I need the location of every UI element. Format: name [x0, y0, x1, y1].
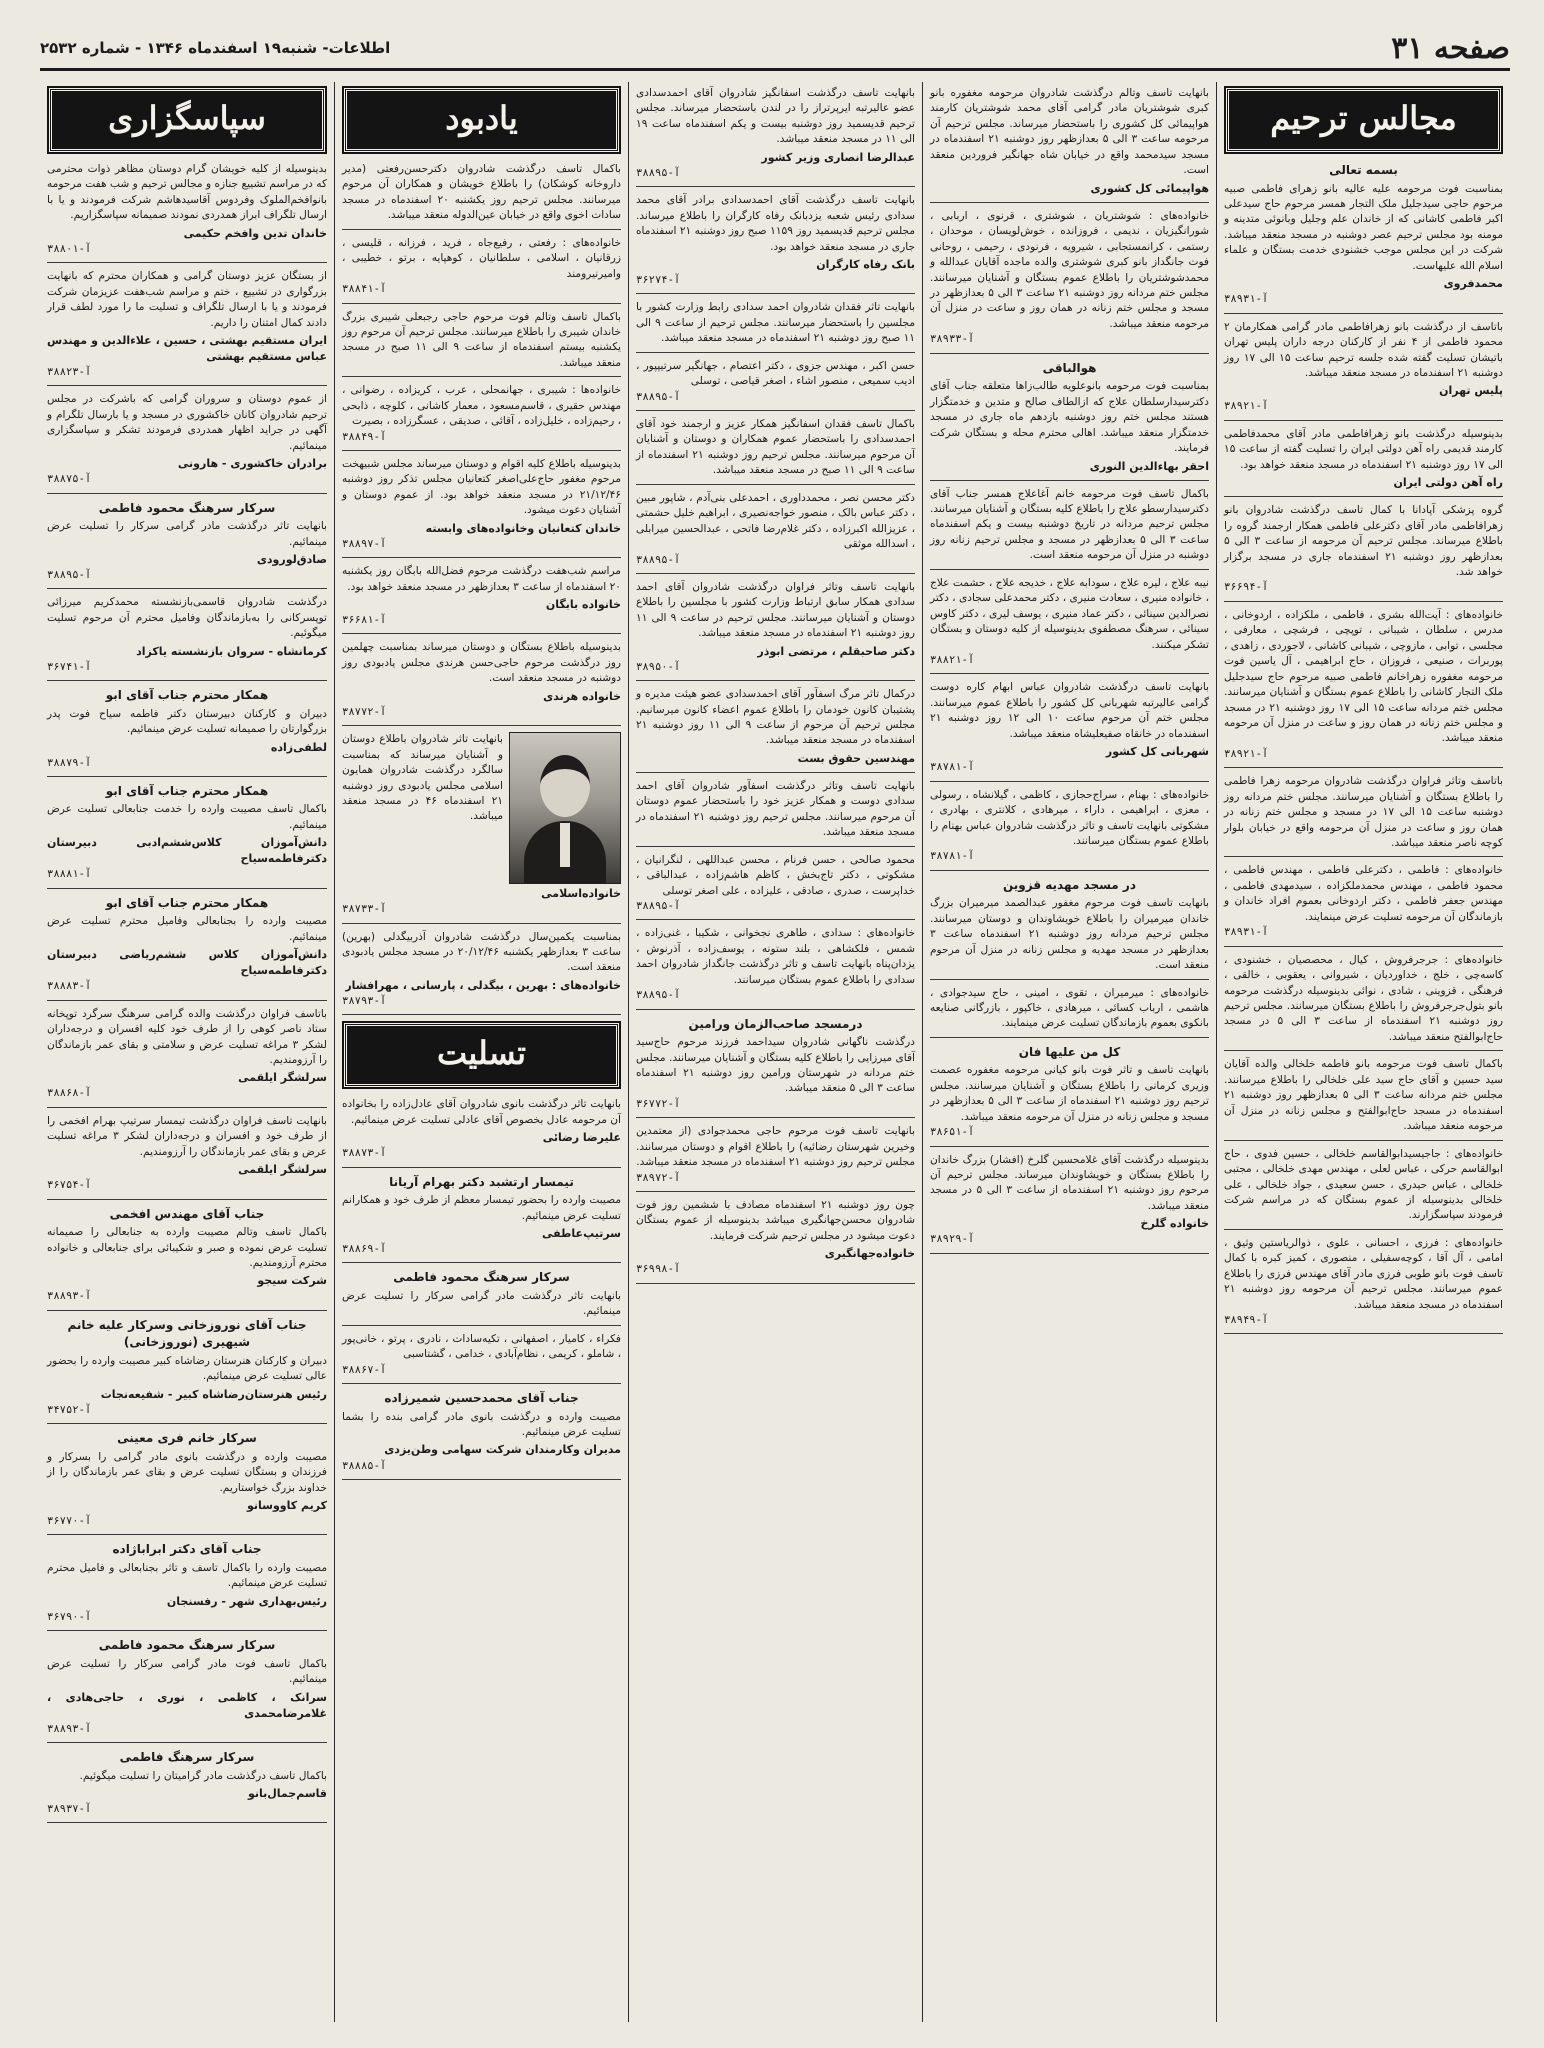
- portrait-photo: [509, 732, 621, 884]
- ad-code: آ-۳۸۹۳۷: [47, 1803, 92, 1816]
- section-banner: یادبود: [344, 88, 619, 152]
- notice: [930, 680, 1209, 781]
- notice-title: جناب آقای دکتر ابراباژاده: [112, 1542, 262, 1557]
- notice-body: خانواده‌های : سدادی ، طاهری نجخوانی ، شکیبا ، غنی‌زاده ، شمس ، فلکشاهی ، بلند ستونه ، یوسف‌زاده ، آذرنوش ، یزدان‌پناه بانهایت تاسف و تاثر درگذشت جانگداز شادروان احمد سدادی را باطلاع عموم بستگان میرسانند.: [636, 927, 915, 986]
- notice-title: سرکار سرهنگ محمود فاطمی: [98, 1638, 276, 1653]
- notice: [342, 236, 621, 304]
- ad-code: آ-۳۶۷۷۰: [47, 1515, 92, 1528]
- notice-body: مصیبت وارده را باکمال تاسف و تاثر بجنابعالی و فامیل محترم تسلیت عرض مینمائیم.: [47, 1561, 327, 1590]
- notice-signature: خانواده هرندی: [543, 689, 621, 703]
- column-4: [334, 82, 628, 2022]
- notice-signature: سرلشگر ایلقمی: [238, 1071, 327, 1085]
- notice-body: درگذشت شادروان قاسمی‌بازنشسته محمدکریم میرزائی توپسرکانی را به‌بازماندگان وفامیل محترم آن مرحوم تسلیت میگوئیم.: [47, 596, 327, 640]
- notice-title: درمسجد صاحب‌الزمان ورامین: [688, 1016, 863, 1031]
- notice-signature: شرکت سیجو: [257, 1274, 327, 1288]
- ad-code: آ-۳۸۸۹۵: [636, 553, 681, 566]
- ad-code: آ-۳۶۷۵۴: [47, 1179, 92, 1192]
- notice-signature: سرانک ، کاظمی ، نوری ، حاجی‌هادی ، غلامرضا‌محمدی: [47, 1690, 327, 1720]
- ad-code: آ-۳۸۶۵۱: [930, 1126, 975, 1139]
- notice: [342, 564, 621, 634]
- notice: [930, 487, 1209, 570]
- notice-body: باکمال تاسف فوت مادر گرامی سرکار را تسلیت عرض مینمائیم.: [47, 1657, 327, 1686]
- notice-signature: صادق‌لورودی: [256, 553, 327, 567]
- ad-code: آ-۳۸۸۶۸: [47, 1087, 92, 1100]
- ad-code: آ-۳۸۸۹۷: [342, 537, 387, 550]
- notice-signature: محمدفروی: [1443, 277, 1503, 291]
- ad-code: آ-۳۸۸۷۹: [47, 756, 92, 769]
- section-banner: تسلیت: [344, 1023, 619, 1087]
- column-3: [628, 82, 922, 2022]
- ad-code: آ-۳۸۸۸۳: [47, 980, 92, 993]
- notice-title: جناب آقای محمدحسین شمیرزاده: [384, 1391, 579, 1406]
- ad-code: آ-۳۸۸۸۵: [342, 1459, 387, 1472]
- notice-body: بمناسبت فوت مرحومه علیه عالیه بانو زهرای فاطمی صبیه مرحوم حاجی سیدجلیل ملک التجار همسر مرحوم حاج سیدعلی اکبر فاطمی کاشانی که از خاندان علم وجلیل وبانوئی متدینه و مومنه بود مجلس ترحیم عصر دوشنبه در مسجد منعقد میباشد. شرکت در این مجلس موجب خشنودی خدمت بستگان و علماء اسلام الله علیهاست.: [1224, 182, 1503, 272]
- notice-body: بانهایت تاسف فراوان درگذشت تیمسار سرتیپ بهرام افخمی را از طرف خود و افسران و درجه‌داران لشکر ۳ مراغه تسلیت عرض و بقای عمر بازماندگان را آرزومندیم.: [47, 1114, 327, 1158]
- ad-code: آ-۳۸۹۷۲: [636, 1171, 681, 1184]
- notice-title: همکار محترم جناب آقای ابو: [105, 895, 269, 910]
- notice: [1224, 1147, 1503, 1230]
- notice-body: فکراء ، کامیار ، اصفهانی ، تکیه‌سادات ، نادری ، پرتو ، خانی‌پور ، شاملو ، کریمی ، نظام‌آبادی ، خدامی ، گشتاسبی: [342, 1332, 621, 1361]
- notice: [47, 269, 327, 386]
- notice: [1224, 774, 1503, 857]
- notice-signature: دکتر صاحبقلم ، مرتضی ابوذر: [757, 644, 915, 658]
- notice-signature: خاندان تدین وافخم حکیمی: [183, 226, 327, 240]
- ad-code: آ-۳۸۸۷۳: [342, 1147, 387, 1160]
- notice-body: از بستگان عزیز دوستان گرامی و همکاران محترم که بانهایت بزرگواری در تشییع ، ختم و مراسم شب‌هفت عزیزمان شرکت فرمودند و یا با ارسال تلگراف و تسلیت ما را مورد لطف قرار دادند کمال امتنان را داریم.: [47, 270, 327, 329]
- notice-signature: پلیس تهران: [1439, 384, 1503, 398]
- ad-code: آ-۳۶۶۸۱: [342, 614, 387, 627]
- notice-body: مصیبت وارده و درگذشت بانوی مادر گرامی بنده را بشما تسلیت عرض مینمائیم.: [342, 1410, 621, 1439]
- ad-code: آ-۳۸۹۴۹: [1224, 1314, 1269, 1327]
- columns-container: [40, 82, 1510, 2022]
- notice-title: سرکار خانم فری معینی: [117, 1431, 257, 1446]
- notice-signature: دانش‌آموزان کلاس‌ششم‌ادبی دبیرستان دکترفاطمه‌سیاح: [47, 836, 327, 866]
- notice: [342, 640, 621, 726]
- notice-body: نیبه علاج ، لیره علاج ، سودابه علاج ، خدیجه علاج ، حشمت علاج ، خانواده منیری ، سعادت منیری ، دکتر محمدعلی سجادی ، دکتر نصرالدین سینائی ، دکتر عماد منیری ، یوسف لیری ، دکتر کاوس سینائی ، سرهنگ مصطفوی بدینوسیله از کلیه دوستان و بستگان تشکر میکنند.: [930, 576, 1209, 651]
- notice: [47, 687, 327, 777]
- ad-code: آ-۳۸۸۹۵: [47, 569, 92, 582]
- notice: [930, 986, 1209, 1038]
- notice-body: خانواده‌های : جرجرفروش ، کیال ، محصصیان ، خشنودی ، کاسه‌چی ، خلج ، خداوردیان ، شیروانی ، یعقوبی ، خالقی ، فرهنگی ، قزوینی ، شادی ، نوائی بدینوسیله درگذشت مرحومه بانو بتول‌جرجرفروش را باطلاع بستگان میرسانند. مجلس ترحیم روز دوشنبه ۲۱ اسفندماه از ساعت ۳ الی ۵ در مسجد حاج‌ابوالفتح منعقد میباشد.: [1224, 953, 1504, 1043]
- ad-code: آ-۳۸۹۳۱: [1224, 293, 1269, 306]
- ad-code: آ-۳۸۹۳۳: [930, 333, 975, 346]
- notice-signature: خاندان کتعانیان وخانواده‌های وابسته: [425, 521, 621, 535]
- notice-body: درکمال تاثر مرگ اسفآور آقای احمدسدادی عضو هیئت مدیره و پشتیبان کانون خودمان را باطلاع عموم اعضاء کانون میرسانیم. مجلس ترحیم آن مرحوم از ساعت ۹ الی ۱۱ روز دوشنبه ۲۱ اسفندماه در مسجد منعقد میباشد.: [636, 688, 915, 747]
- ad-code: آ-۳۸۹۳۱: [1224, 926, 1269, 939]
- notice-signature: رئیس‌بهداری شهر - رفسنجان: [166, 1594, 327, 1608]
- notice-body: بانهایت تاسف وتاثر فراوان درگذشت شادروان آقای احمد سدادی همکار سابق ارتباط وزارت کشور با مجلسین را باطلاع دوستان و آشنایان میرسانند. مجلس ترحیم در ساعت ۹ الی ۱۱ روز دوشنبه ۲۱ اسفندماه در مسجد منعقد میباشد.: [636, 580, 915, 640]
- notice-signature: ایران مستقیم بهشتی ، حسین ، علاءالدین و مهندس عباس مستقیم بهشتی: [47, 334, 327, 364]
- ad-code: آ-۳۸۷۷۲: [342, 705, 387, 718]
- ad-code: آ-۳۸۷۳۳: [342, 903, 387, 916]
- notice-body: دبیران و کارکنان هنرستان رضاشاه کبیر مصیبت وارده را بحضور عالی تسلیت عرض مینمائیم.: [47, 1354, 327, 1383]
- notice-body: دکتر محسن نصر ، محمدداوری ، احمدعلی بنی‌آدم ، شاپور مبین ، دکتر عباس بالک ، منصور خواجه‌نصیری ، ابراهیم خلیل حشمتی ، عزیزالله اکبرزاده ، دکتر غلام‌رضا فاتحی ، عبدالحسین میرابلی ، اسدالله موثقی: [636, 491, 915, 551]
- notice: [1224, 320, 1503, 421]
- notice: [47, 1637, 327, 1743]
- notice-body: بدینوسیله درگذشت بانو زهرافاطمی مادر آقای محمدفاطمی کارمند قدیمی راه آهن دولتی ایران را تسلیت گفته از ساعت ۱۵ الی ۱۷ روز دوشنبه ۲۱ اسفندماه در مسجد منعقد خواهد بود.: [1224, 427, 1503, 471]
- notice-body: بدینوسیله از کلیه خویشان گرام دوستان مظاهر ذوات محترمی که در مراسم تشییع جنازه و مجالس ترحیم و شب هفت مرحومه بانوافخم‌الملوک وفردوس آقاسیدهاشم شرکت فرمودند و یا با ارسال تلگراف ابراز همدردی نمودند صمیمانه سپاسگزاریم.: [47, 163, 327, 222]
- notice-body: گروه پزشکی آپادانا با کمال تاسف درگذشت شادروان بانو زهرافاطمی مادر آقای دکترعلی فاطمی همکار ارجمند گروه را باطلاع میرساند. مجلس ترحیم آن مرحومه از ساعت ۳ الی ۵ بعدازظهر روز دوشنبه ۲۱ اسفندماه جاری در مسجد برگزار خواهد شد.: [1224, 504, 1503, 579]
- ad-code: آ-۳۸۸۹۵: [636, 390, 681, 403]
- notice-body: بانهایت تاسف وتالم درگذشت شادروان مرحومه مغفوره بانو کبری شوشتریان مادر گرامی آقای محمد شوشتریان کارمند هواپیمائی کل کشوری را باستحضار میرساند. مجلس ترحیم آن مرحومه ساعت ۳ الی ۵ بعدازظهر روز دوشنبه ۲۱ اسفندماه در مسجد سیدمحمد واقع در خیابان شاه جهانگیر فروردین منعقد است.: [930, 87, 1209, 177]
- notice-body: باتاسف فراوان درگذشت والده گرامی سرهنگ سرگرد توپخانه ستاد ناصر کوهی را از طرف خود کلیه افسران و درجه‌داران لشکر ۳ مراغه تسلیت عرض و سلامتی و بقای عمر بازماندگان را آرزومندیم.: [47, 1007, 327, 1066]
- notice: [636, 580, 915, 681]
- notice: [636, 86, 915, 187]
- notice-body: بانهایت تاسف درگذشت آقای احمدسدادی برادر آقای محمد سدادی رئیس شعبه یزدبانک رفاه کارگران را باطلاع میرساند. مجلس ترحیم قدیسمید روز ۱۱۵۹ صبح روز دوشنبه ۲۱ اسفندماه جاری در مسجد منعقد خواهد بود.: [636, 194, 915, 253]
- ad-code: آ-۳۸۸۹۵: [636, 166, 681, 179]
- notice: [636, 926, 915, 1009]
- notice: [1224, 503, 1503, 602]
- notice: [636, 491, 915, 574]
- notice-signature: هواپیمائی کل کشوری: [1090, 181, 1209, 195]
- ad-code: آ-۳۸۸۷۵: [47, 473, 92, 486]
- notice-title: تیمسار ارتشبد دکتر بهرام آریانا: [389, 1174, 574, 1189]
- notice-body: از عموم دوستان و سروران گرامی که باشرکت در مجلس ترحیم شادروان کانان خاکشوری در مسجد و یا بارسال تلگرام و آگهی در جراید اظهار همدردی فرمودند تشکر و سپاسگزاری مینمائیم.: [47, 393, 327, 452]
- ad-code: آ-۳۸۸۴۹: [342, 430, 387, 443]
- notice-body: درگذشت ناگهانی شادروان سیداحمد فرزند مرحوم حاج‌سید آقای میرزایی را باطلاع کلیه بستگان و آشنایان میرسانند. مجلس ختم مردانه در شهرستان ورامین روز دوشنبه ۲۱ اسفندماه ساعت ۳ الی ۵ منعقد میباشد.: [636, 1036, 915, 1095]
- notice-signature: رئیس هنرستان‌رضاشاه کبیر - شفیعه‌نجات: [100, 1387, 327, 1401]
- notice: [342, 930, 621, 1016]
- notice-body: مراسم شب‌هفت درگذشت مرحوم فضل‌الله بابگان روز یکشنبه ۲۰ اسفندماه از ساعت ۳ بعدازظهر در مسجد منعقد خواهد بود.: [342, 565, 621, 593]
- column-2: [922, 82, 1216, 2022]
- notice: [47, 895, 327, 1001]
- notice: [47, 1541, 327, 1631]
- ad-code: آ-۳۸۸۹۵: [636, 900, 681, 913]
- notice-body: خانواده‌های : آیت‌الله بشری ، فاطمی ، ملکزاده ، اردوخانی ، مدرس ، سلطان ، شیبانی ، توپچی ، فرشچی ، معارفی ، مجلسی ، توابی ، مازوچی ، شیبانی کاشانی ، لاجوردی ، زاهدی ، پوربرات ، صنیعی ، فروزان ، حاج ابراهیمی ، آل یاسین فوت مرحومه مغفوره زهراخانم فاطمی صبیه مرحوم حاج سیدجلیل ملک التجار کاشانی را باطلاع عموم بستگان و آشنایان میرسانند. مجلس ختم مردانه ساعت ۱۵ الی ۱۷ روز دوشنبه ۲۱ در مسجد و مجلس ختم زنانه در همان روز و ساعت در منزل آن مرحومه منعقد میباشد.: [1224, 608, 1504, 745]
- notice: [342, 1332, 621, 1384]
- ad-code: آ-۳۸۸۹۵: [636, 989, 681, 1002]
- notice: [342, 162, 621, 230]
- notice-body: باکمال تاسف وتالم مصیبت وارده به جنابعالی را صمیمانه تسلیت عرض نموده و صبر و شکیبائی برای جنابعالی و خانواده محترم آرزومندیم.: [47, 1226, 327, 1269]
- notice-signature: سرتیپ‌عاطفی: [542, 1227, 621, 1241]
- notice-signature: قاسم‌جمال‌بانو: [247, 1786, 327, 1800]
- notice: [342, 1174, 621, 1264]
- notice-body: بدینوسیله درگذشت آقای غلامحسین گلرخ (افشار) بزرگ خاندان را باطلاع بستگان و خویشاوندان میرساند. مجلس ترحیم آن مرحوم روز دوشنبه ۲۱ اسفندماه از ساعت ۳ الی ۵ در مسجد منعقد میباشد.: [930, 1153, 1209, 1212]
- ad-code: آ-۳۴۷۵۲: [47, 1403, 92, 1416]
- notice-signature: خانواده‌اسلامی: [541, 887, 621, 901]
- notice-title: جناب آقای نوروزخانی وسرکار علیه خانم شیهیری (نوروزخانی): [67, 1317, 307, 1350]
- ad-code: آ-۳۸۸۶۷: [342, 1363, 387, 1376]
- notice: [930, 788, 1209, 871]
- notice-signature: مدیران وکارمندان شرکت سهامی وطن‌یزدی: [384, 1443, 621, 1457]
- section-banner: سپاسگزاری: [49, 88, 325, 152]
- ad-code: آ-۳۶۷۹۰: [47, 1610, 92, 1623]
- ad-code: آ-۳۸۹۲۱: [1224, 747, 1269, 760]
- notice-signature: علیرضا رضائی: [542, 1131, 621, 1145]
- notice: [636, 359, 915, 411]
- notice: [1224, 863, 1503, 946]
- ad-code: آ-۳۸۷۸۱: [930, 761, 975, 774]
- notice-body: خانواده‌های : جاجیسیدابوالقاسم خلخالی ، حسین فدوی ، حاج ابوالقاسم حرکی ، عباس لعلی ، مهندس مهدی خلخالی ، مجتبی خلخالی ، عباس حیدری ، حسن سعیدی ، جواد خلخالی ، علی خلخالی بدینوسیله از عموم بستگان که در مراسم شرکت فرمودند سپاسگزارند.: [1224, 1147, 1503, 1222]
- notice-title: همکار محترم جناب آقای ابو: [105, 783, 269, 798]
- notice: [342, 457, 621, 558]
- notice-signature: کریم کاووسانو: [246, 1498, 327, 1512]
- notice-title: سرکار سرهنگ فاطمی: [119, 1750, 255, 1764]
- notice-title: سرکار سرهنگ محمود فاطمی: [393, 1270, 570, 1285]
- notice: [1224, 1236, 1503, 1335]
- notice-body: بانهایت تاسف فوت مرحوم مغفور عبدالصمد میرمیران بزرگ خاندان میرمیران را باطلاع خویشاوندان و دوستان میرسانند. مجلس ترحیم مردانه روز دوشنبه ۲۱ اسفندماه ساعت ۳ بعدازظهر در مسجد مهدیه و مجلس زنانه در منزل آن مرحوم منعقد است.: [930, 897, 1209, 972]
- notice-body: مصیبت وارده را بجنابعالی وفامیل محترم تسلیت عرض مینمائیم.: [47, 915, 327, 943]
- ad-code: آ-۳۸۸۶۹: [342, 1243, 387, 1256]
- notice-title: هوالباقی: [1042, 360, 1097, 375]
- notice: [1224, 608, 1503, 768]
- ad-code: آ-۳۸۷۹۳: [342, 994, 387, 1007]
- notice-body: چون روز دوشنبه ۲۱ اسفندماه مصادف با ششمین روز فوت شادروان محسن‌جهانگیری میباشد بدینوسیله از عموم بستگان دعوت میشود در مجلس ترحیم شرکت فرمایند.: [636, 1198, 915, 1242]
- notice-title: کل من علیها فان: [1018, 1044, 1121, 1059]
- notice-signature: بانک رفاه کارگران: [816, 258, 915, 271]
- notice-signature: دانش‌آموزان کلاس ششم‌ریاضی دبیرستان دکترفاطمه‌سیاح: [47, 948, 327, 978]
- notice: [47, 500, 327, 590]
- notice: [342, 1269, 621, 1325]
- notice-body: خانواده‌های : شوشتریان ، شوشتری ، قرنوی ، اربابی ، شورانگیزیان ، ندیمی ، فروزانده ، خوش‌لویسان ، موحدان ، رستمی ، کرانمستجابی ، شیرویه ، فرنودی ، رحیمی ، روحانی فوت جانگداز بانو کبری شوشتری والده ماجده آقایان عبدالله و محمدشوشتریان را باطلاع عموم بستگان و آشنایان میرسانند. مجلس ختم مردانه روز دوشنبه ۲۱ ساعت ۳ الی ۵ بعدازظهر در مسجد و مجلس ختم زنانه در همان روز و ساعت در منزل آن مرحومه منعقد میباشد.: [930, 209, 1209, 330]
- ad-code: آ-۳۸۸۰۱: [47, 242, 92, 255]
- notice: [636, 417, 915, 485]
- notice: [636, 1198, 915, 1284]
- section-banner: مجالس ترحیم: [1226, 88, 1501, 152]
- notice-body: خانواده‌های : بهنام ، سراج‌حجازی ، کاظمی ، گیلانشاه ، رسولی ، معزی ، ابراهیمی ، داراء ، میرهادی ، کلانتری ، بهادری ، مشکوتی بانهایت تاسف و تاثر درگذشت شادروان عباس بهنام را باطلاع عموم بستگان میرسانند.: [930, 788, 1209, 847]
- notice-body: خانواده‌های : رفعتی ، رفیع‌جاه ، فرید ، فرزانه ، قلیسی ، زرقانیان ، اسلامی ، سلطانیان ، کوهپایه ، برتو ، خطیبی ، وامیرنیرومند: [342, 236, 621, 280]
- notice: [930, 877, 1209, 980]
- notice-body: باکمال تاسف فوت مرحومه خانم آغاعلاج همسر جناب آقای دکترسیدارسطو علاج را باطلاع کلیه بستگان و آشنایان میرسانند. مجلس ترحیم مردانه در تاریخ دوشنبه بیست و یکم اسفندماه ساعت ۳ الی ۵ بعدازظهر در مسجد و مجلس ترحیم زنانه روز دوشنبه در منزل آن مرحومه منعقد است.: [930, 487, 1209, 562]
- notice-signature: راه آهن دولتی ایران: [1393, 476, 1503, 490]
- notice-body: بانهایت تاسف درگذشت شادروان عباس ابهام کاره دوست گرامی عالیرتبه شهربانی کل کشور را باطلاع عموم میرسانند. مجلس ختم آن مرحوم ساعت ۱۰ الی ۱۲ روز دوشنبه ۲۱ اسفندماه در خانقاه صفیعلیشاه منعقد میباشد.: [930, 681, 1209, 740]
- notice: [1224, 953, 1503, 1052]
- notice-signature: برادران خاکشوری - هارونی: [177, 457, 327, 471]
- notice-body: باکمال تاسف وتالم فوت مرحوم حاجی رجبعلی شیبری بزرگ خاندان شیبری را باطلاع میرسانند. مجلس ترحیم آن مرحوم روز یکشنبه بیستم اسفندماه از ساعت ۹ الی ۱۱ صبح در مسجد منعقد میباشد.: [342, 310, 621, 369]
- ad-code: آ-۳۸۸۴۱: [342, 283, 387, 296]
- notice: [47, 1114, 327, 1200]
- notice-body: بانهایت تاثر درگذشت بانوی شادروان آقای عادل‌زاده را بخانواده آن مرحومه عادل بخصوص آقای عادلی تسلیت عرض مینمائیم.: [342, 1098, 621, 1126]
- notice: [930, 576, 1209, 675]
- ad-code: آ-۳۸۸۲۱: [930, 654, 975, 667]
- notice: [930, 1044, 1209, 1147]
- ad-code: آ-۳۸۸۹۳: [47, 1722, 92, 1735]
- notice-body: بانهایت تاثر درگذشت مادر گرامی سرکار را تسلیت عرض مینمائیم.: [342, 1289, 621, 1318]
- notice: [47, 1430, 327, 1535]
- notice-body: بانهایت تاثر فقدان شادروان احمد سدادی رابط وزارت کشور با مجلسین را باستحضار میرسانند. مجلس ترحیم از ساعت ۹ الی ۱۱ صبح روز دوشنبه ۲۱ اسفندماه در مسجد منعقد میباشد.: [636, 301, 916, 345]
- notice-body: بدینوسیله باطلاع کلیه اقوام و دوستان میرساند مجلس شبیهخت مرحوم مغفور حاج‌علی‌اصغر کتعانیان مجلس تذکر روز دوشنبه ۲۱/۱۲/۴۶ در مسجد منعقد خواهد بود. از عموم دوستان و آشنایان دعوت میشود.: [342, 458, 621, 517]
- notice-body: بانهایت تاثر درگذشت مادر گرامی سرکار را تسلیت عرض مینمائیم.: [47, 520, 327, 548]
- issue-info: اطلاعات- شنبه۱۹ اسفندماه ۱۳۴۶ - شماره ۲۵۳۲: [40, 39, 391, 57]
- notice: [47, 1749, 327, 1823]
- notice: [636, 1124, 915, 1192]
- notice: [636, 193, 915, 294]
- ad-code: آ-۳۸۸۲۳: [47, 366, 92, 379]
- notice-body: بانهایت تاسف فوت مرحوم حاجی محمدجوادی (از معتمدین وخیرین شهرستان رضائیه) را باطلاع اقوام و دوستان میرسانند. مجلس ترحیم روز دوشنبه ۲۱ اسفندماه در مسجد منعقد میباشد.: [636, 1125, 915, 1169]
- notice-body: باکمال تاسف مصیبت وارده را خدمت جنابعالی تسلیت عرض مینمائیم.: [47, 803, 327, 831]
- notice-body: بانهایت تاسف درگذشت اسفانگیز شادروان آقای احمدسدادی عضو عالیرتبه ایرپرتراز را در لندن باستحضار میرساند. مجلس ترحیم قدیسمید روز دوشنبه بیست و یکم اسفندماه ساعت ۱۹ الی ۱۱ در مسجد منعقد میباشد.: [636, 87, 915, 146]
- notice-body: باکمال تاسف فوت مرحومه بانو فاطمه خلخالی والده آقایان سید حسین و آقای حاج سید علی خلخالی را باطلاع میرسانند. مجلس ختم مردانه ساعت ۳ الی ۵ بعدازظهر روز دوشنبه ۲۱ اسفندماه در مسجد حاج‌ابوالفتح و مجلس زنانه در منزل آن مرحومه منعقد میباشد.: [1224, 1058, 1503, 1133]
- notice-title: همکار محترم جناب آقای ابو: [105, 688, 269, 703]
- notice: [342, 1390, 621, 1480]
- notice: [636, 853, 915, 921]
- notice-body: دبیران و کارکنان دبیرستان دکتر فاطمه سیاح فوت پدر بزرگوارتان را صمیمانه تسلیت عرض مینمائیم.: [47, 707, 327, 736]
- ad-code: آ-۳۸۹۲۱: [1224, 400, 1269, 413]
- notice-body: باتاسف از درگذشت بانو زهرافاطمی مادر گرامی همکارمان ۲ محمود فاطمی از ۴ نفر از کارکنان درجه داران پلیس تهران باتیشان تسلیت گفته شده جلسه ترحیم ساعت ۱۵ الی ۱۷ روز دوشنبه ۲۱ اسفندماه در مسجد منعقد میباشد.: [1224, 320, 1503, 379]
- notice-body: بانهایت تاسف وتاثر درگذشت اسفآور شادروان آقای احمد سدادی دوست و همکار عزیز خود را باستحضار عموم دوستان آن مرحوم میرسانند. مجلس ترحیم روز دوشنبه ۲۱ اسفندماه در مسجد منعقد میباشد.: [636, 779, 915, 839]
- notice-body: خانواده‌های : فاطمی ، دکترعلی فاطمی ، مهندس فاطمی ، محمود فاطمی ، مهندس محمدملکزاده ، سیدمهدی فاطمی ، مهندس جعفر فاطمی ، دکتر اردوخانی بعموم افراد خاندان و بازماندگان آن مرحومه تسلیت عرض مینمایند.: [1224, 864, 1503, 923]
- ad-code: آ-۳۸۸۹۳: [47, 1290, 92, 1303]
- notice-signature: احقر بهاءالدین النوری: [1089, 459, 1209, 473]
- ad-code: آ-۳۶۷۷۲: [636, 1097, 681, 1110]
- notice-signature: لطفی‌زاده: [270, 740, 327, 754]
- notice-title: جناب آقای مهندس افخمی: [109, 1206, 265, 1221]
- notice: [930, 360, 1209, 481]
- notice-body: مصیبت وارده را بحضور تیمسار معظم از طرف خود و همکارانم تسلیت عرض مینمائیم.: [342, 1194, 621, 1222]
- notice: [930, 209, 1209, 354]
- notice-body: خانواده‌ها : شیبری ، جهانمحلی ، عرب ، کریزاده ، رضوانی ، مهندس حقیری ، قاسم‌مسعود ، معمار کاشانی ، کلوچه ، ذابحی ، رحیم‌زاده ، خلیل‌زاده ، آقائی ، صدیقی ، عسگرزاده ، بصیرت: [342, 384, 621, 428]
- notice-body: بدینوسیله باطلاع بستگان و دوستان میرساند بمناسبت چهلمین روز درگذشت مرحوم حاجی‌حسن هرندی مجلس یادبودی روز دوشنبه در مسجد منعقد است.: [342, 641, 621, 685]
- notice-body: خانواده‌های : فرزی ، احسانی ، علوی ، ذوالریاستین وثیق ، امامی ، آل آقا ، کوچه‌سفیلی ، منصوری ، کمیز کبره با کمال تاسف فوت بانو طوبی فرزی مادر آقای مهندس فرزی را باطلاع عموم میرسانند. مجلس ترحیم آن مرحومه روز دوشنبه ۲۱ اسفندماه در مسجد منعقد میباشد.: [1224, 1236, 1503, 1311]
- notice: [636, 779, 915, 847]
- notice-body: مصیبت وارده و درگذشت بانوی مادر گرامی را بسرکار و فرزندان و بستگان تسلیت عرض و بقای عمر بازماندگان را از خداوند بزرگ خواستاریم.: [47, 1450, 327, 1494]
- notice-body: باکمال تاسف درگذشت مادر گرامیتان را تسلیت میگوئیم.: [79, 1769, 327, 1782]
- notice: [342, 310, 621, 378]
- notice-body: باتاسف وتاثر فراوان درگذشت شادروان مرحومه زهرا فاطمی را باطلاع بستگان و آشنایان میرسانند. مجلس ختم مردانه روز دوشنبه ساعت ۱۵ الی ۱۷ در مسجد و مجلس ختم زنانه در همان روز و ساعت در منزل آن مرحومه واقع در خیابان بلوار کوچه ناصر منعقد میباشد.: [1224, 775, 1503, 850]
- photo-notice: [342, 732, 621, 884]
- notice-body: محمود صالحی ، حسن فرنام ، محسن عبداللهی ، لنگرانیان ، مشکوتی ، دکتر تاج‌بخش ، کاظم هاشم‌زاده ، عبدالباقی ، خداپرست ، صدری ، صادقی ، علیزاده ، علی اصغر توسلی: [636, 853, 915, 897]
- notice-signature: مهندسین حقوق بست: [797, 751, 915, 765]
- notice: [342, 732, 621, 923]
- notice: [47, 162, 327, 263]
- notice: [636, 300, 915, 352]
- notice-body: حسن اکبر ، مهندس جزوی ، دکتر اعتصام ، جهانگیر سرتیپپور ، ادیب سمیعی ، منصور اشاء ، اصغر قیاصی ، توسلی: [636, 359, 915, 388]
- notice-signature: عبدالرضا انصاری وزیر کشور: [761, 150, 915, 164]
- column-5: [40, 82, 334, 2022]
- notice-signature: کرمانشاه - سروان بازنشسته یاکزاد: [136, 644, 327, 658]
- ad-code: آ-۳۶۹۹۸: [636, 1263, 681, 1276]
- notice-body: بانهایت تاسف و تاثر فوت بانو کیانی مرحومه مغفوره عصمت وزیری کرمانی را باطلاع بستگان و آشنایان میرسانند. مجلس ترحیم روز دوشنبه ۲۱ اسفندماه از ساعت ۳ الی ۵ بعدازظهر در مسجد و مجلس زنانه در منزل آن مرحومه منعقد میباشد.: [930, 1064, 1209, 1123]
- page-number: صفحه ۳۱: [1391, 30, 1510, 66]
- notice-signature: خانواده گلرخ: [1140, 1217, 1209, 1231]
- notice-signature: خانواده بابگان: [545, 598, 621, 612]
- notice-signature: خانواده‌جهانگیری: [824, 1247, 915, 1261]
- notice: [342, 1097, 621, 1167]
- page-header: [40, 28, 1510, 71]
- notice: [47, 1206, 327, 1311]
- ad-code: آ-۳۸۷۸۱: [930, 850, 975, 863]
- notice: [1224, 1057, 1503, 1140]
- ad-code: آ-۳۸۹۲۹: [930, 1233, 975, 1246]
- notice: [342, 383, 621, 451]
- notice-body: بمناسبت یکمین‌سال درگذشت شادروان آذربیگدلی (بهرین) ساعت ۳ بعدازظهر یکشنبه ۲۰/۱۲/۴۶ در مسجد مجلس یادبودی منعقد است.: [342, 930, 621, 974]
- notice-title: بسمه تعالی: [1329, 163, 1398, 177]
- ad-code: آ-۳۶۲۷۴: [636, 274, 681, 287]
- ad-code: آ-۳۶۷۴۱: [47, 660, 92, 673]
- notice-body: خانواده‌های : میرمیران ، تقوی ، امینی ، حاج سیدجوادی ، هاشمی ، ارباب کسائی ، میرهادی ، خاکپور ، بازرگانی صنایعه بانکوی بعموم بازماندگان تسلیت عرض مینمایند.: [930, 986, 1209, 1030]
- ad-code: آ-۳۸۹۵۰: [636, 660, 681, 673]
- notice: [47, 595, 327, 681]
- notice: [47, 392, 327, 493]
- notice: [47, 1007, 327, 1108]
- notice: [47, 783, 327, 889]
- ad-code: آ-۳۸۸۸۱: [47, 868, 92, 881]
- notice: [1224, 162, 1503, 314]
- column-1: [1216, 82, 1510, 2022]
- notice-body: باکمال تاسف درگذشت شادروان دکترحسن‌رفعتی (مدیر داروخانه کوشکان) را باطلاع خویشان و همکاران آن مرحوم میرسانند. مجلس ترحیم روز یکشنبه ۲۰ اسفندماه در مسجد سادات اخوی واقع در خیابان عین‌الدوله منعقد میباشد.: [342, 163, 621, 222]
- notice-body: باکمال تاسف فقدان اسفانگیز همکار عزیز و ارجمند خود آقای احمدسدادی را باستحضار عموم همکاران و دوستان و آشنایان آن مرحوم میرسانند. مجلس ترحیم روز دوشنبه ۲۱ اسفندماه از ساعت ۹ الی ۱۱ صبح در مسجد منعقد میباشد.: [636, 417, 915, 477]
- notice: [636, 687, 915, 773]
- notice: [47, 1317, 327, 1424]
- notice: [930, 1153, 1209, 1254]
- notice-signature: خانواده‌های : بهرین ، بیگدلی ، پارسانی ، مهرافشار: [345, 978, 621, 992]
- notice-body: بانهایت تاثر شادروان باطلاع دوستان و آشنایان میرساند که بمناسبت سالگرد درگذشت شادروان همایون اسلامی مجلس یادبودی روز دوشنبه ۲۱ اسفندماه ۴۶ در مسجد منعقد میباشد.: [342, 733, 503, 823]
- notice-title: در مسجد مهدیه قزوین: [1003, 877, 1136, 892]
- notice-signature: شهربانی کل کشور: [1105, 745, 1209, 759]
- notice: [636, 1016, 915, 1119]
- ad-code: آ-۳۶۶۹۴: [1224, 581, 1269, 594]
- notice-title: سرکار سرهنگ محمود فاطمی: [98, 500, 276, 515]
- notice: [1224, 427, 1503, 497]
- notice-signature: سرلشگر ایلقمی: [238, 1163, 327, 1177]
- notice-body: بمناسبت فوت مرحومه بانوعلویه طالب‌زاها متعلقه جناب آقای دکترسیدارسلطان علاج که ازالطاف صالح و متدین و خدمتگزار هستند مجلس ختم روز دوشنبه بازدهم ماه جاری در مسجد خدمتگزار منعقد میباشد. اهالی محترم محله و بستگان شرکت فرمایند.: [930, 380, 1209, 455]
- notice: [930, 86, 1209, 203]
